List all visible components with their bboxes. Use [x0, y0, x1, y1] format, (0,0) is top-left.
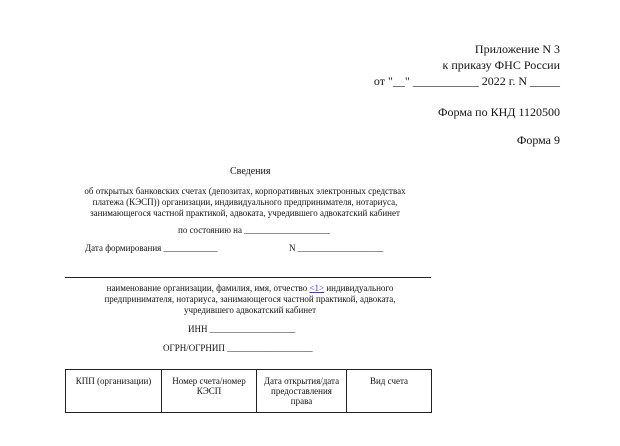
order-line: к приказу ФНС России [442, 58, 560, 72]
footnote-link[interactable]: <1> [309, 283, 325, 293]
name-caption-text: наименование организации, фамилия, имя, отчество [106, 283, 310, 293]
inn-field: ИНН ___________________ [188, 324, 296, 334]
name-underline [65, 277, 431, 278]
appendix-line: Приложение N 3 [474, 42, 560, 56]
subtitle-line-3: занимающегося частной практикой, адвоката, учредившего адвокатский кабинет [90, 208, 400, 218]
subtitle-line-2: платежа (КЭСП)) организации, индивидуального предпринимателя, нотариуса, [92, 197, 398, 207]
column-open-date: Дата открытия/дата предоставления права [257, 370, 347, 413]
subtitle-line-1: об открытых банковских счетах (депозитах, корпоративных электронных средствах [84, 186, 406, 196]
form-number: Форма 9 [516, 133, 560, 147]
ogrn-field: ОГРН/ОГРНИП ___________________ [163, 343, 313, 353]
accounts-table [65, 369, 432, 413]
name-caption-line-1 [60, 283, 440, 293]
as-of-date-field: по состоянию на ___________________ [178, 225, 330, 235]
table-header-row [66, 370, 432, 413]
order-date-line: от "__" ___________ 2022 г. N _____ [373, 74, 560, 88]
column-kpp: КПП (организации) [66, 370, 162, 413]
column-account-number: Номер счета/номер КЭСП [162, 370, 257, 413]
name-caption-line-2: предпринимателя, нотариуса, занимающегося частной практикой, адвоката, [104, 294, 396, 304]
form-code: Форма по КНД 1120500 [438, 105, 560, 119]
document-number-field: N ___________________ [289, 243, 384, 253]
name-caption-text-end: индивидуального [324, 283, 394, 293]
name-caption-line-3: учредившего адвокатский кабинет [183, 305, 317, 315]
column-account-type: Вид счета [347, 370, 432, 413]
formation-date-field: Дата формирования ____________ [85, 243, 218, 253]
document-title: Сведения [230, 166, 271, 177]
